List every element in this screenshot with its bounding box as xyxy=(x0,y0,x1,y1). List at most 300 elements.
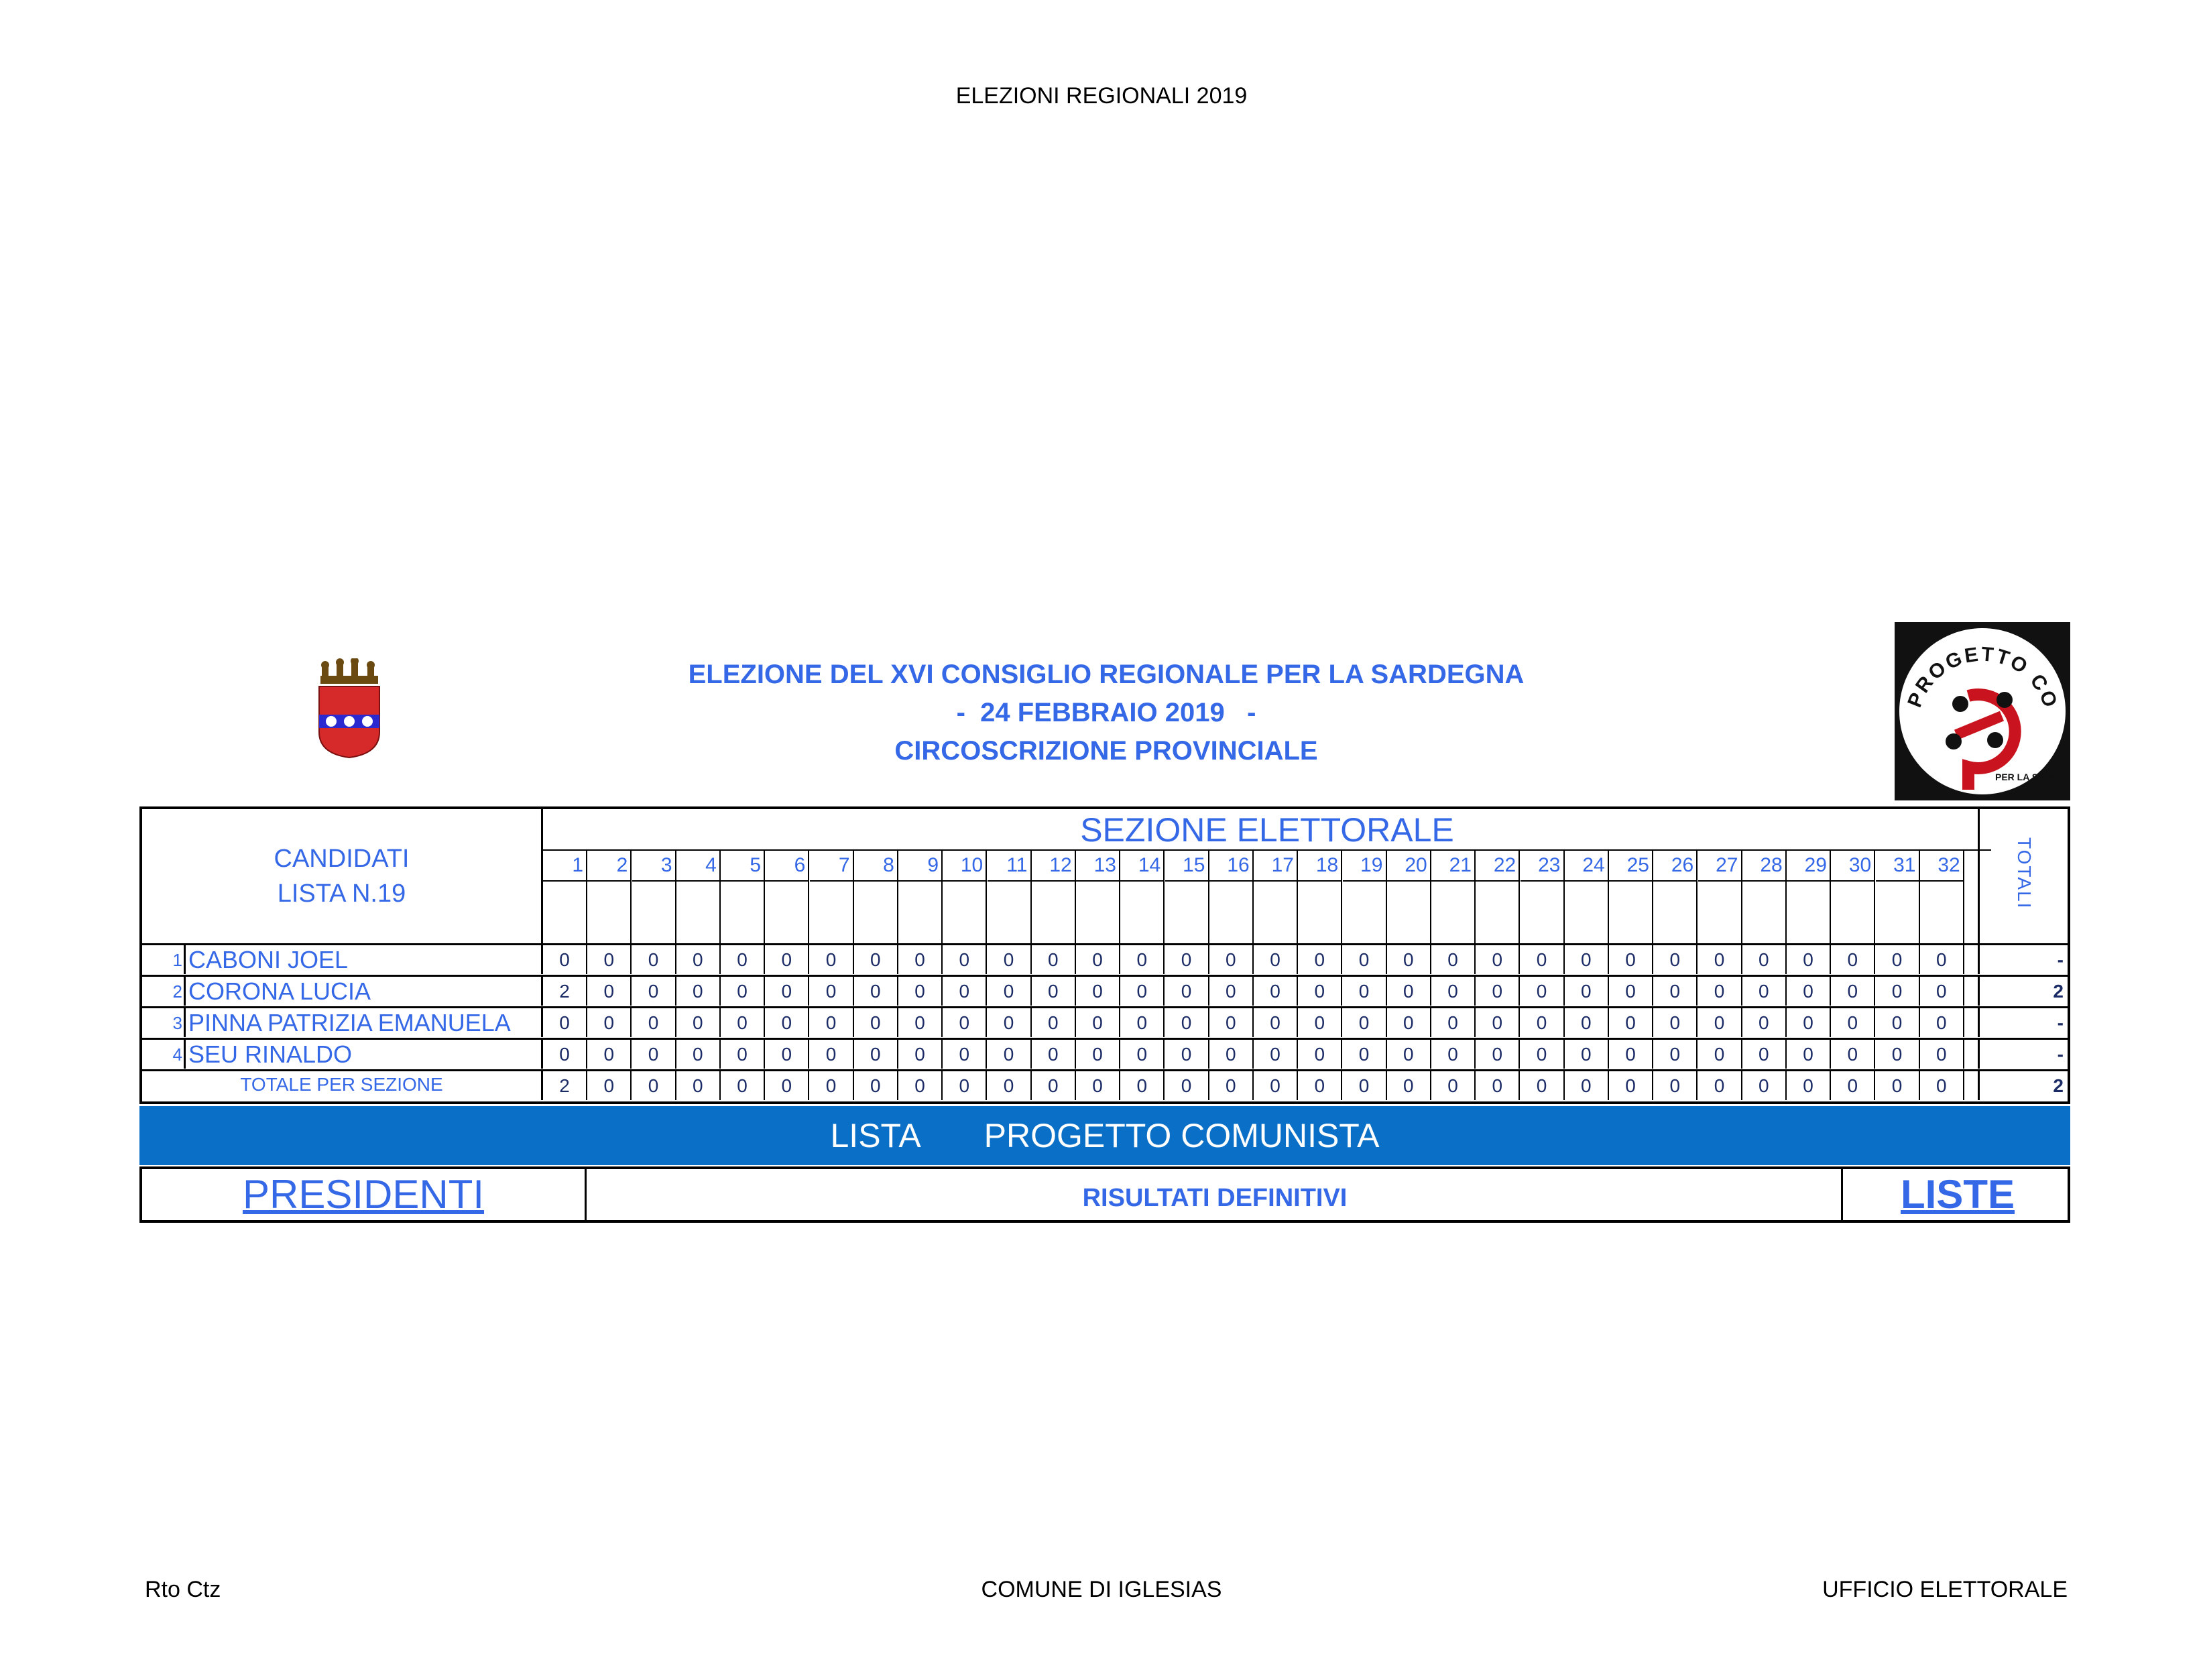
vote-cell: 0 xyxy=(854,1040,898,1069)
vote-cell: 0 xyxy=(1920,1008,1964,1037)
vote-cell: 0 xyxy=(1742,977,1787,1006)
logo-top-text: PROGETTO CO xyxy=(1903,643,2062,713)
section-column-header xyxy=(1787,851,1831,943)
vote-cell: 0 xyxy=(1431,1008,1476,1037)
vote-cell: 0 xyxy=(810,1008,854,1037)
vote-cell: 0 xyxy=(1920,1071,1964,1100)
candidate-row xyxy=(142,975,2070,1006)
section-divider xyxy=(1032,880,1075,882)
vote-cell: 0 xyxy=(898,977,943,1006)
section-column-header xyxy=(587,851,632,943)
section-divider xyxy=(1609,880,1652,882)
vote-cell: 0 xyxy=(1209,977,1254,1006)
vote-cell: 0 xyxy=(1120,977,1165,1006)
sezione-header: SEZIONE ELETTORALE xyxy=(543,809,1991,851)
candidate-number: 4 xyxy=(172,1044,182,1065)
vote-cell: 0 xyxy=(1609,1071,1653,1100)
section-number: 19 xyxy=(1360,854,1383,876)
row-total: 2 xyxy=(1978,977,2070,1006)
vote-cell: 0 xyxy=(676,977,721,1006)
section-number: 26 xyxy=(1671,854,1694,876)
bottom-navigation xyxy=(139,1166,2070,1223)
party-logo-icon xyxy=(1895,622,2070,800)
vote-cell: 0 xyxy=(1876,1040,1920,1069)
candidate-row xyxy=(142,1006,2070,1037)
section-number: 23 xyxy=(1538,854,1561,876)
vote-cell: 0 xyxy=(1254,1071,1298,1100)
row-total: 2 xyxy=(1978,1071,2070,1100)
vote-cell: 0 xyxy=(1920,1040,1964,1069)
vote-cell: 0 xyxy=(543,1008,587,1037)
vote-cell: 0 xyxy=(1076,1040,1120,1069)
section-divider xyxy=(1120,880,1163,882)
section-divider xyxy=(587,880,630,882)
section-number: 2 xyxy=(616,854,628,876)
vote-cell: 0 xyxy=(765,1008,809,1037)
vote-cell: 0 xyxy=(854,1071,898,1100)
vote-cell: 0 xyxy=(1209,1040,1254,1069)
section-column-header xyxy=(543,851,587,943)
vote-cell: 0 xyxy=(1209,945,1254,974)
section-number: 31 xyxy=(1893,854,1916,876)
vote-cell: 0 xyxy=(1521,1071,1565,1100)
presidenti-link[interactable]: PRESIDENTI xyxy=(142,1169,587,1220)
vote-cell: 0 xyxy=(1387,977,1431,1006)
vote-cell: 0 xyxy=(1387,1008,1431,1037)
section-number: 14 xyxy=(1138,854,1161,876)
section-divider xyxy=(1920,880,1963,882)
vote-cell: 0 xyxy=(943,1071,987,1100)
progetto-comunista-logo xyxy=(1895,622,2070,800)
section-divider xyxy=(765,880,808,882)
vote-cell: 0 xyxy=(1076,977,1120,1006)
section-column-header xyxy=(765,851,809,943)
section-divider xyxy=(898,880,941,882)
section-column-header xyxy=(1653,851,1698,943)
section-number: 4 xyxy=(705,854,717,876)
vote-cell: 0 xyxy=(1032,1008,1076,1037)
results-table xyxy=(139,806,2070,1104)
vote-cell: 0 xyxy=(1787,945,1831,974)
section-number: 13 xyxy=(1093,854,1116,876)
candidate-number: 3 xyxy=(172,1013,182,1033)
vote-cell: 0 xyxy=(1431,1071,1476,1100)
vote-cell: 0 xyxy=(1787,977,1831,1006)
vote-cell: 0 xyxy=(1653,1071,1698,1100)
vote-cell: 0 xyxy=(1209,1008,1254,1037)
vote-cell: 0 xyxy=(1698,977,1742,1006)
vote-cell: 0 xyxy=(1742,1040,1787,1069)
vote-cell: 0 xyxy=(1831,945,1875,974)
vote-cell: 0 xyxy=(1876,1071,1920,1100)
vote-cell: 0 xyxy=(1831,977,1875,1006)
section-number: 8 xyxy=(883,854,894,876)
section-number: 30 xyxy=(1848,854,1872,876)
lista-bar-label: LISTA xyxy=(830,1117,921,1154)
row-total: - xyxy=(1978,1008,2070,1037)
vote-cell: 0 xyxy=(1698,1008,1742,1037)
section-divider xyxy=(632,880,675,882)
vote-cell: 0 xyxy=(1343,1008,1387,1037)
vote-cell: 0 xyxy=(1787,1071,1831,1100)
vote-cell: 0 xyxy=(1076,945,1120,974)
vote-cell: 0 xyxy=(1431,945,1476,974)
section-column-header xyxy=(1343,851,1387,943)
vote-cell: 2 xyxy=(543,1071,587,1100)
vote-cell: 0 xyxy=(1343,1040,1387,1069)
section-number: 15 xyxy=(1183,854,1205,876)
section-divider xyxy=(1876,880,1919,882)
vote-cell: 0 xyxy=(898,945,943,974)
vote-cell: 0 xyxy=(1209,1071,1254,1100)
vote-cell: 0 xyxy=(587,977,632,1006)
vote-cell: 0 xyxy=(988,977,1032,1006)
vote-cell: 0 xyxy=(1876,1008,1920,1037)
vote-cell: 0 xyxy=(721,1040,765,1069)
vote-cell: 0 xyxy=(810,1071,854,1100)
section-divider xyxy=(1387,880,1430,882)
vote-cell: 0 xyxy=(1254,945,1298,974)
vote-cell: 0 xyxy=(543,945,587,974)
section-column-header xyxy=(721,851,765,943)
vote-cell: 0 xyxy=(1343,977,1387,1006)
section-number: 6 xyxy=(794,854,806,876)
section-column-header xyxy=(1120,851,1165,943)
section-divider xyxy=(810,880,853,882)
vote-cell: 0 xyxy=(632,1071,676,1100)
vote-cell: 0 xyxy=(676,945,721,974)
section-divider xyxy=(1742,880,1785,882)
footer-left: Rto Ctz xyxy=(145,1577,221,1602)
vote-cell: 0 xyxy=(632,1008,676,1037)
section-column-header xyxy=(1742,851,1787,943)
totali-header xyxy=(1978,809,2070,943)
vote-cell: 0 xyxy=(632,945,676,974)
vote-cell: 0 xyxy=(1476,945,1520,974)
logo-bottom-text: PER LA SARDEG xyxy=(1995,772,2070,782)
vote-cell: 0 xyxy=(1476,1008,1520,1037)
vote-cell: 0 xyxy=(1742,1071,1787,1100)
vote-cell: 0 xyxy=(721,977,765,1006)
section-number: 22 xyxy=(1493,854,1516,876)
vote-cell: 0 xyxy=(1431,1040,1476,1069)
vote-cell: 0 xyxy=(810,977,854,1006)
section-column-header xyxy=(810,851,854,943)
vote-cell: 0 xyxy=(898,1040,943,1069)
vote-cell: 0 xyxy=(765,945,809,974)
vote-cell: 0 xyxy=(1565,977,1609,1006)
row-total: - xyxy=(1978,945,2070,974)
section-column-header xyxy=(1209,851,1254,943)
vote-cell: 0 xyxy=(1565,1008,1609,1037)
vote-cell: 0 xyxy=(1653,945,1698,974)
vote-cell: 0 xyxy=(1165,1040,1209,1069)
vote-cell: 0 xyxy=(1876,977,1920,1006)
footer-center: COMUNE DI IGLESIAS xyxy=(981,1577,1222,1602)
candidati-header xyxy=(142,809,543,943)
lista-bar xyxy=(139,1106,2070,1165)
section-number: 11 xyxy=(1006,854,1028,876)
section-divider xyxy=(1476,880,1519,882)
row-total: - xyxy=(1978,1040,2070,1069)
section-number: 1 xyxy=(572,854,583,876)
vote-cell: 0 xyxy=(721,1008,765,1037)
section-number: 21 xyxy=(1449,854,1472,876)
vote-cell: 0 xyxy=(1254,1040,1298,1069)
section-column-header xyxy=(1076,851,1120,943)
vote-cell: 0 xyxy=(1920,945,1964,974)
vote-cell: 0 xyxy=(1298,1071,1342,1100)
election-title: ELEZIONE DEL XVI CONSIGLIO REGIONALE PER LA SARDEGNA xyxy=(688,660,1525,689)
vote-cell: 0 xyxy=(1254,1008,1298,1037)
vote-cell: 0 xyxy=(1165,977,1209,1006)
vote-cell: 0 xyxy=(854,945,898,974)
lista-bar-name: PROGETTO COMUNISTA xyxy=(984,1117,1380,1154)
vote-cell: 0 xyxy=(1032,1040,1076,1069)
vote-cell: 0 xyxy=(898,1008,943,1037)
section-number: 29 xyxy=(1804,854,1827,876)
section-column-header xyxy=(1521,851,1565,943)
page-header-title: ELEZIONI REGIONALI 2019 xyxy=(955,83,1248,109)
section-divider xyxy=(1698,880,1741,882)
candidate-number: 1 xyxy=(172,950,182,970)
vote-cell: 0 xyxy=(1609,945,1653,974)
vote-cell: 0 xyxy=(1609,977,1653,1006)
totali-label: TOTALI xyxy=(2014,837,2035,910)
vote-cell: 0 xyxy=(898,1071,943,1100)
section-number: 16 xyxy=(1227,854,1250,876)
election-date: - 24 FEBBRAIO 2019 - xyxy=(956,698,1256,727)
vote-cell: 0 xyxy=(1565,1071,1609,1100)
section-divider xyxy=(1076,880,1119,882)
section-column-header xyxy=(1565,851,1609,943)
vote-cell: 0 xyxy=(1521,977,1565,1006)
vote-cell: 0 xyxy=(1476,1071,1520,1100)
vote-cell: 0 xyxy=(1565,1040,1609,1069)
vote-cell: 0 xyxy=(1120,945,1165,974)
section-column-header xyxy=(1165,851,1209,943)
vote-cell: 0 xyxy=(943,945,987,974)
candidate-row xyxy=(142,943,2070,974)
vote-cell: 0 xyxy=(1431,977,1476,1006)
vote-cell: 0 xyxy=(1343,945,1387,974)
section-divider xyxy=(943,880,986,882)
section-number: 28 xyxy=(1760,854,1783,876)
election-title-block xyxy=(469,656,1743,770)
section-column-header xyxy=(676,851,721,943)
risultati-label: RISULTATI DEFINITIVI xyxy=(1082,1184,1348,1212)
vote-cell: 0 xyxy=(854,977,898,1006)
vote-cell: 0 xyxy=(1120,1040,1165,1069)
vote-cell: 0 xyxy=(1076,1008,1120,1037)
section-divider xyxy=(854,880,897,882)
vote-cell: 0 xyxy=(1742,1008,1787,1037)
section-column-header xyxy=(1831,851,1875,943)
totale-row xyxy=(142,1069,2070,1100)
section-divider xyxy=(1254,880,1297,882)
vote-cell: 0 xyxy=(943,1008,987,1037)
vote-cell: 0 xyxy=(1476,977,1520,1006)
candidati-label: CANDIDATI xyxy=(274,845,410,873)
section-column-header xyxy=(1254,851,1298,943)
vote-cell: 0 xyxy=(1120,1008,1165,1037)
vote-cell: 0 xyxy=(587,1040,632,1069)
vote-cell: 0 xyxy=(676,1040,721,1069)
vote-cell: 0 xyxy=(943,977,987,1006)
vote-cell: 0 xyxy=(810,945,854,974)
vote-cell: 0 xyxy=(1787,1008,1831,1037)
vote-cell: 0 xyxy=(1165,1008,1209,1037)
vote-cell: 0 xyxy=(1165,1071,1209,1100)
vote-cell: 0 xyxy=(1032,977,1076,1006)
section-number: 32 xyxy=(1938,854,1960,876)
section-divider xyxy=(1565,880,1608,882)
vote-cell: 0 xyxy=(1521,1008,1565,1037)
section-divider xyxy=(1831,880,1874,882)
vote-cell: 0 xyxy=(676,1008,721,1037)
vote-cell: 0 xyxy=(943,1040,987,1069)
section-number: 25 xyxy=(1626,854,1649,876)
section-number: 12 xyxy=(1049,854,1072,876)
election-district: CIRCOSCRIZIONE PROVINCIALE xyxy=(894,736,1318,766)
candidate-name: CABONI JOEL xyxy=(184,945,543,974)
section-number: 18 xyxy=(1315,854,1339,876)
candidate-name: PINNA PATRIZIA EMANUELA xyxy=(184,1008,543,1037)
vote-cell: 0 xyxy=(765,977,809,1006)
vote-cell: 0 xyxy=(587,945,632,974)
vote-cell: 0 xyxy=(543,1040,587,1069)
crest-icon xyxy=(312,658,386,759)
section-column-header xyxy=(1431,851,1476,943)
section-column-header xyxy=(1032,851,1076,943)
section-divider xyxy=(1165,880,1208,882)
vote-cell: 0 xyxy=(1254,977,1298,1006)
section-divider xyxy=(1209,880,1252,882)
section-column-header xyxy=(1698,851,1742,943)
liste-link[interactable]: LISTE xyxy=(1841,1169,2072,1220)
vote-cell: 0 xyxy=(1076,1071,1120,1100)
section-divider xyxy=(721,880,764,882)
section-number: 3 xyxy=(660,854,672,876)
candidate-name: SEU RINALDO xyxy=(184,1040,543,1069)
section-column-header xyxy=(1476,851,1520,943)
vote-cell: 0 xyxy=(1343,1071,1387,1100)
vote-cell: 0 xyxy=(988,945,1032,974)
vote-cell: 0 xyxy=(1521,945,1565,974)
section-divider xyxy=(1343,880,1386,882)
vote-cell: 0 xyxy=(1653,1008,1698,1037)
vote-cell: 0 xyxy=(1165,945,1209,974)
vote-cell: 0 xyxy=(988,1071,1032,1100)
vote-cell: 0 xyxy=(1298,945,1342,974)
section-divider xyxy=(676,880,719,882)
vote-cell: 0 xyxy=(1787,1040,1831,1069)
vote-cell: 0 xyxy=(1698,1040,1742,1069)
vote-cell: 0 xyxy=(721,945,765,974)
section-number: 17 xyxy=(1271,854,1294,876)
vote-cell: 0 xyxy=(1032,1071,1076,1100)
section-number: 24 xyxy=(1582,854,1605,876)
vote-cell: 0 xyxy=(1920,977,1964,1006)
section-column-header xyxy=(898,851,943,943)
section-divider xyxy=(1431,880,1474,882)
vote-cell: 0 xyxy=(1698,945,1742,974)
vote-cell: 0 xyxy=(1298,1040,1342,1069)
vote-cell: 0 xyxy=(765,1040,809,1069)
section-divider xyxy=(543,880,586,882)
candidate-name: CORONA LUCIA xyxy=(184,977,543,1006)
vote-cell: 0 xyxy=(1742,945,1787,974)
section-number: 9 xyxy=(927,854,939,876)
section-column-header xyxy=(632,851,676,943)
section-divider xyxy=(1521,880,1563,882)
vote-cell: 0 xyxy=(676,1071,721,1100)
vote-cell: 0 xyxy=(587,1071,632,1100)
vote-cell: 0 xyxy=(1298,1008,1342,1037)
section-number: 10 xyxy=(960,854,984,876)
vote-cell: 0 xyxy=(765,1071,809,1100)
section-divider xyxy=(1787,880,1830,882)
section-number: 20 xyxy=(1405,854,1427,876)
section-column-header xyxy=(988,851,1032,943)
section-divider xyxy=(1653,880,1696,882)
vote-cell: 0 xyxy=(587,1008,632,1037)
vote-cell: 0 xyxy=(1521,1040,1565,1069)
section-number: 27 xyxy=(1716,854,1738,876)
totale-label: TOTALE PER SEZIONE xyxy=(142,1071,543,1100)
vote-cell: 2 xyxy=(543,977,587,1006)
section-column-header xyxy=(854,851,898,943)
vote-cell: 0 xyxy=(1387,945,1431,974)
footer-right: UFFICIO ELETTORALE xyxy=(1822,1577,2068,1602)
section-column-header xyxy=(1876,851,1920,943)
section-column-header xyxy=(1609,851,1653,943)
vote-cell: 0 xyxy=(1120,1071,1165,1100)
vote-cell: 0 xyxy=(1653,977,1698,1006)
vote-cell: 0 xyxy=(1565,945,1609,974)
vote-cell: 0 xyxy=(1387,1071,1431,1100)
section-divider xyxy=(988,880,1030,882)
section-column-header xyxy=(1298,851,1342,943)
vote-cell: 0 xyxy=(854,1008,898,1037)
vote-cell: 0 xyxy=(1698,1071,1742,1100)
vote-cell: 0 xyxy=(1609,1008,1653,1037)
section-column-header xyxy=(1920,851,1964,943)
section-number: 7 xyxy=(838,854,850,876)
lista-label: LISTA N.19 xyxy=(277,880,406,908)
vote-cell: 0 xyxy=(1609,1040,1653,1069)
section-divider xyxy=(1298,880,1341,882)
candidate-row xyxy=(142,1038,2070,1069)
vote-cell: 0 xyxy=(1831,1008,1875,1037)
vote-cell: 0 xyxy=(632,977,676,1006)
vote-cell: 0 xyxy=(1876,945,1920,974)
vote-cell: 0 xyxy=(1831,1040,1875,1069)
section-column-header xyxy=(943,851,987,943)
vote-cell: 0 xyxy=(721,1071,765,1100)
section-number: 5 xyxy=(750,854,761,876)
vote-cell: 0 xyxy=(1387,1040,1431,1069)
vote-cell: 0 xyxy=(632,1040,676,1069)
vote-cell: 0 xyxy=(988,1040,1032,1069)
section-column-header xyxy=(1387,851,1431,943)
vote-cell: 0 xyxy=(1831,1071,1875,1100)
vote-cell: 0 xyxy=(1653,1040,1698,1069)
vote-cell: 0 xyxy=(988,1008,1032,1037)
vote-cell: 0 xyxy=(1298,977,1342,1006)
vote-cell: 0 xyxy=(1476,1040,1520,1069)
candidate-number: 2 xyxy=(172,981,182,1002)
